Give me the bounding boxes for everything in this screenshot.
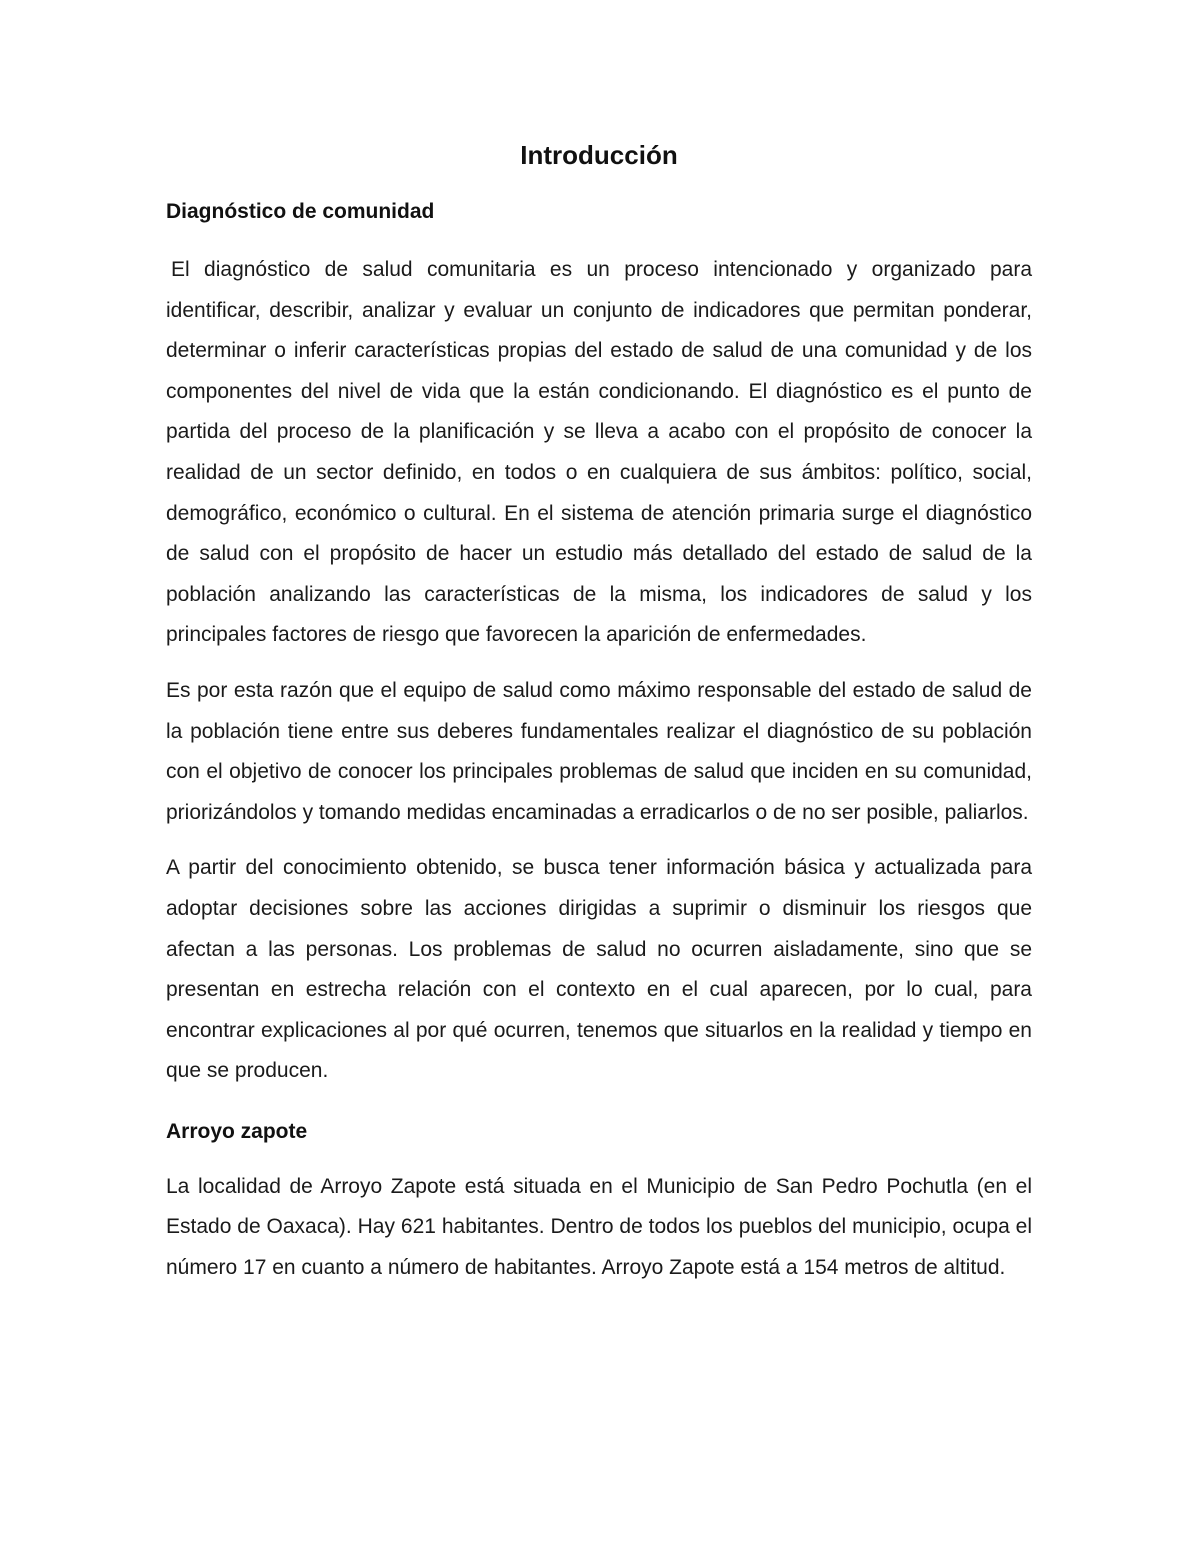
document-body bbox=[166, 138, 1032, 1304]
document-title: Introducción bbox=[520, 140, 678, 170]
section-heading-diagnostico: Diagnóstico de comunidad bbox=[166, 200, 435, 223]
paragraph: El diagnóstico de salud comunitaria es un proceso intencionado y organizado para identificar, describir, analizar y evaluar un conjunto de indicadores que permitan ponderar, determinar o inferir características propias del estado de salud de una comunidad y de los componentes del nivel de vida que la están condicionando. El diagnóstico es el punto de partida del proceso de la planificación y se lleva a acabo con el propósito de conocer la realidad de un sector definido, en todos o en cualquiera de sus ámbitos: político, social, demográfico, económico o cultural. En el sistema de atención primaria surge el diagnóstico de salud con el propósito de hacer un estudio más detallado del estado de salud de la población analizando las características de la misma, los indicadores de salud y los principales factores de riesgo que favorecen la aparición de enfermedades. bbox=[166, 258, 1032, 647]
section-heading-arroyo-zapote: Arroyo zapote bbox=[166, 1119, 308, 1143]
paragraph: A partir del conocimiento obtenido, se busca tener información básica y actualizada para adoptar decisiones sobre las acciones dirigidas a suprimir o disminuir los riesgos que afectan a las personas. Los problemas de salud no ocurren aisladamente, sino que se presentan en estrecha relación con el contexto en el cual aparecen, por lo cual, para encontrar explicaciones al por qué ocurren, tenemos que situarlos en la realidad y tiempo en que se producen. bbox=[166, 856, 1032, 1083]
paragraph: La localidad de Arroyo Zapote está situada en el Municipio de San Pedro Pochutla (en el Estado de Oaxaca). Hay 621 habitantes. Dentro de todos los pueblos del municipio, ocupa el número 17 en cuanto a número de habitantes. Arroyo Zapote está a 154 metros de altitud. bbox=[166, 1174, 1032, 1280]
paragraph: Es por esta razón que el equipo de salud como máximo responsable del estado de salud de la población tiene entre sus deberes fundamentales realizar el diagnóstico de su población con el objetivo de conocer los principales problemas de salud que inciden en su comunidad, priorizándolos y tomando medidas encaminadas a erradicarlos o de no ser posible, paliarlos. bbox=[166, 678, 1032, 824]
